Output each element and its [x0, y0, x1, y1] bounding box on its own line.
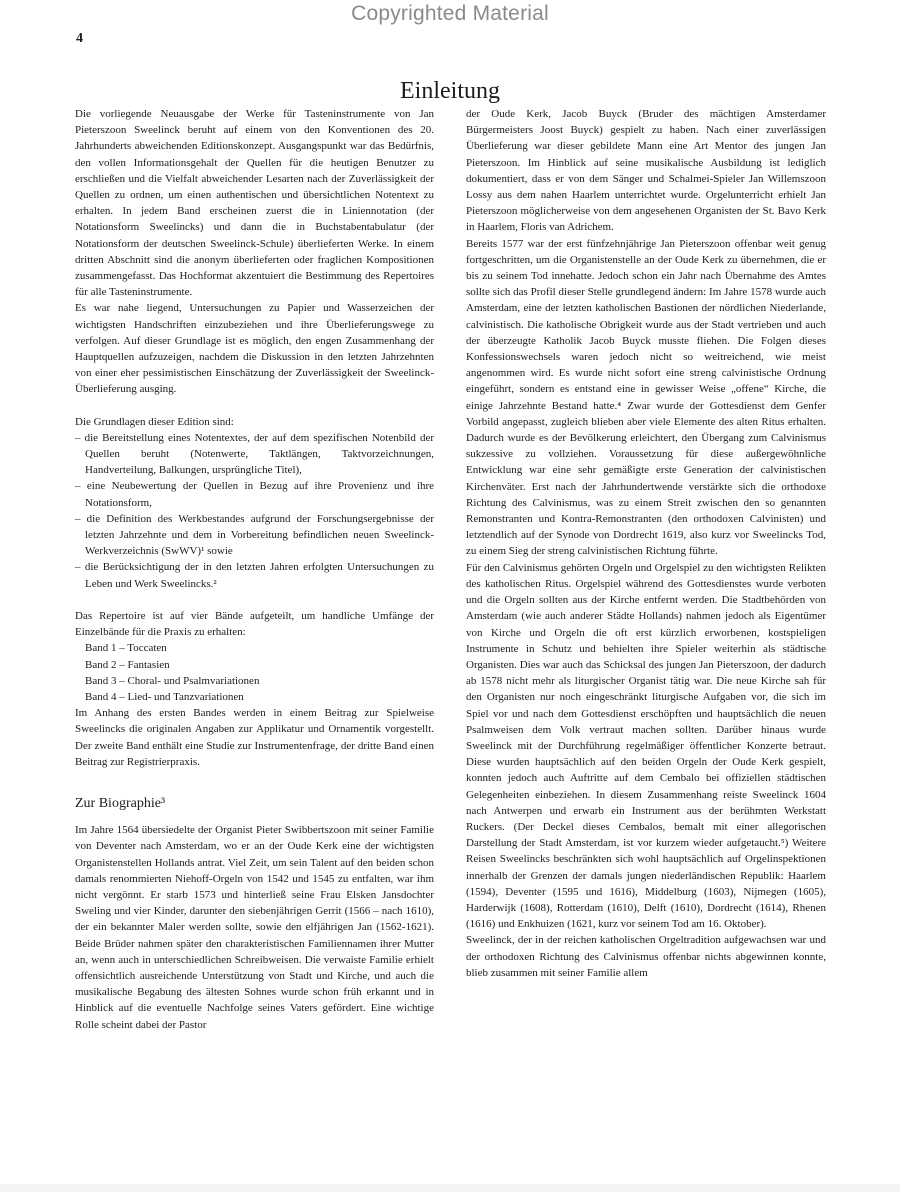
list-item: – eine Neubewertung der Quellen in Bezug auf ihre Provenienz und ihre Notationsform, — [75, 480, 434, 509]
volume-item: Band 1 – Toccaten — [85, 642, 167, 655]
paragraph: Das Repertoire ist auf vier Bände aufgeteilt, um handliche Umfänge der Einzelbände für die Praxis zu erhalten: — [75, 609, 434, 639]
paragraph: Für den Calvinismus gehörten Orgeln und Orgelspiel zu den wichtigsten Relikten des katholischen Ritus. Orgelspiel während des Gottesdienstes wurde verboten und die Orgeln sollten aus der Kirche entfernt werden. Die Stadtbehörden von Amsterdam (wie auch anderer Städte Hollands) nahmen jedoch als Eigentümer von Kirche und Orgeln die oft erst kürzlich erworbenen, kostspieligen Instrumente in Schutz und behielten ihre Spieler weiterhin als städtische Organisten. Dies war auch das Schicksal des jungen Jan Pieterszoon, der dadurch ab 1578 nicht mehr als liturgischer Organist tätig war. Die neue Kirche sah für den Organisten nur noch eingeschränkt liturgische Aufgaben vor, die sich im Spiel vor und nach dem Gottesdienst erschöpften und hauptsächlich die neuen Psalmweisen dem Volk vertraut machen sollten. Darüber hinaus wurde Sweelinck mit der Durchführung regelmäßiger öffentlicher Konzerte betraut. Diese wurden hauptsächlich auf den beiden Orgeln der Oude Kerk gespielt, konnten jedoch auch Auftritte auf dem Cembalo bei offiziellen städtischen Gelegenheiten einbeziehen. In diesem Zusammenhang reiste Sweelinck 1604 nach Antwerpen und erwarb ein Instrument aus der berühmten Werkstatt Ruckers. (Der Deckel dieses Cembalos, bemalt mit einer allegorischen Darstellung der Stadt Amsterdam, ist vor kurzem wieder aufgetaucht.⁵) Weitere Reisen Sweelincks beschränkten sich wohl hauptsächlich auf Orgelinspektionen innerhalb der Grenzen der damals jungen niederländischen Republik: Haarlem (1594), Deventer (1595 und 1616), Middelburg (1603), Nijmegen (1605), Harderwijk (1608), Rotterdam (1610), Delft (1610), Dordrecht (1614), Rhenen (1616) und Enkhuizen (1621, kurz vor seinem Tod am 16. Oktober). — [466, 561, 826, 931]
copyright-watermark: Copyrighted Material — [351, 2, 549, 25]
section-heading-biography: Zur Biographie³ — [75, 795, 166, 811]
list-item: – die Berücksichtigung der in den letzten Jahren erfolgten Untersuchungen zu Leben und Werk Sweelincks.² — [75, 561, 434, 590]
page-title: Einleitung — [400, 78, 500, 105]
list-item: – die Definition des Werkbestandes aufgrund der Forschungsergebnisse der letzten Jahrzehnte und dem in Vorbereitung befindlichen neuen Sweelinck-Werkverzeichnis (SwWV)¹ sowie — [75, 512, 434, 558]
volume-list — [75, 640, 434, 705]
volume-item: Band 3 – Choral- und Psalmvariationen — [85, 674, 260, 687]
paragraph: der Oude Kerk, Jacob Buyck (Bruder des mächtigen Amsterdamer Bürgermeisters Joost Buyck) gespielt zu haben. Nach einer zuverlässigen Überlieferung war dieser gebildete Mann eine Art Mentor des jungen Jan Pieterszoon. Im Hinblick auf seine musikalische Ausbildung ist lediglich dokumentiert, dass er von dem Sänger und Schalmei-Spieler Jan Willemszoon Lossy aus dem nahen Haarlem unterrichtet wurde. Orgelunterricht erhielt Jan Pieterszoon möglicherweise von dem angesehenen Organisten der St. Bavo Kerk in Haarlem, Floris van Adrichem. — [466, 108, 826, 234]
left-column — [75, 106, 434, 1033]
paragraph: Die Grundlagen dieser Edition sind: — [75, 415, 234, 428]
volume-item: Band 4 – Lied- und Tanzvariationen — [85, 690, 244, 703]
right-column — [466, 106, 826, 981]
foundations-list — [75, 430, 434, 592]
page-number: 4 — [76, 31, 83, 46]
paragraph: Es war nahe liegend, Untersuchungen zu Papier und Wasserzeichen der wichtigsten Handschriften einzubeziehen und ihre Überlieferungswege zu verfolgen. Auf dieser Grundlage ist es möglich, den engen Zusammenhang der Hauptquellen aufzuzeigen, nachdem die Diskussion in den letzten Jahrzehnten von einer eher pessimistischen Einschätzung der Zuverlässigkeit der Sweelinck-Überlieferung ausging. — [75, 302, 434, 396]
volume-item: Band 2 – Fantasien — [85, 658, 170, 671]
list-item: – die Bereitstellung eines Notentextes, der auf dem spezifischen Notenbild der Quellen beruht (Notenwerte, Taktlängen, Taktvorzeichnungen, Handverteilung, Balkungen, ursprüngliche Titel), — [75, 431, 434, 477]
page-bottom-edge — [0, 1184, 900, 1192]
paragraph: Im Anhang des ersten Bandes werden in einem Beitrag zur Spielweise Sweelincks die originalen Angaben zur Applikatur und Ornamentik vorgestellt. Der zweite Band enthält eine Studie zur Instrumentenfrage, der dritte Band einen Beitrag zur Registrierpraxis. — [75, 707, 434, 768]
paragraph: Sweelinck, der in der reichen katholischen Orgeltradition aufgewachsen war und der orthodoxen Richtung des Calvinismus offenbar nichts abgewinnen konnte, blieb zusammen mit seiner Familie allem — [466, 934, 826, 979]
paragraph: Im Jahre 1564 übersiedelte der Organist Pieter Swibbertszoon mit seiner Familie von Deventer nach Amsterdam, wo er an der Oude Kerk eine der wichtigsten Organistenstellen Hollands antrat. Viel Zeit, um sein Talent auf den beiden schon damals renommierten Niehoff-Orgeln von 1542 und 1545 zu entfalten, war ihm nicht vergönnt. Er starb 1573 und hinterließ seine Frau Elsken Jansdochter Sweling und vier Kinder, darunter den siebenjährigen Gerrit (1566 – nach 1610), der ein bekannter Maler werden sollte, sowie den elfjährigen Jan (1562-1621). Beide Brüder nahmen später den charakteristischen Familiennamen ihrer Mutter an, wenn auch in unterschiedlichen Schreibweisen. Die verwaiste Familie erhielt offensichtlich ausreichende Unterstützung von Stadt und Kirche, und auch die musikalische Begabung des ältesten Sohnes wurde schon früh erkannt und in Hinblick auf die eventuelle Nachfolge seines Vaters gefördert. Eine wichtige Rolle scheint dabei der Pastor — [75, 824, 434, 1031]
paragraph: Bereits 1577 war der erst fünfzehnjährige Jan Pieterszoon offenbar weit genug fortgeschritten, um die Organistenstelle an der Oude Kerk zu übernehmen, die er bis zu seinem Tod innehatte. Jedoch schon ein Jahr nach Übernahme des Amtes sollte sich das Profil dieser Stelle grundlegend ändern: Im Jahre 1578 wurde auch Amsterdam, eine der letzten katholischen Bastionen der nördlichen Niederlande, calvinistisch. Die katholische Obrigkeit wurde aus der Stadt vertrieben und auch der überzeugte Katholik Jacob Buyck musste fliehen. Die Folgen dieses Konfessionswechsels waren jedoch nicht so weitreichend, wie meist angenommen wird. Es wurde nicht sofort eine streng calvinistische Ordnung eingeführt, sondern es entstand eine in gewisser Weise „offene“ Kirche, die einige Jahrzehnte Bestand hatte.⁴ Zwar wurde der Gottesdienst dem Genfer Vorbild angepasst, zugleich blieben aber viele Elemente des alten Ritus erhalten. Dadurch wurde es der Bevölkerung erleichtert, den Übergang zum Calvinismus sukzessive zu vollziehen. Voraussetzung für diese außergewöhnliche Entwicklung war eine sehr gemäßigte erste Generation der calvinistischen Kirchenväter. Erst nach der Jahrhundertwende verstärkte sich die orthodoxe Richtung des Calvinismus, was zu einem Streit zwischen den so genannten Remonstranten und Kontra-Remonstranten (den orthodoxen Calvinisten) und letztendlich auf der Synode von Dordrecht 1619, also kurz vor Sweelincks Tod, zu einem Sieg der streng calvinistischen Richtung führte. — [466, 237, 826, 558]
paragraph: Die vorliegende Neuausgabe der Werke für Tasteninstrumente von Jan Pieterszoon Sweelinck beruht auf einem von den Konventionen des 20. Jahrhunderts abweichenden Editionskonzept. Ausgangspunkt war das Bedürfnis, den vollen Informationsgehalt der Quellen für die heutigen Benutzer zu erschließen und die Vielfalt abweichender Lesarten nach der Zuverlässigkeit der Quellen zu ordnen, um einen authentischen und übersichtlichen Notentext zu erhalten. In jedem Band erscheinen zuerst die in Liniennotation (der Notationsform Sweelincks) und dann die in Buchstabentabulatur (der Notationsform der deutschen Sweelinck-Schule) überlieferten Werke. In einem dritten Abschnitt sind die anonym überlieferten oder fraglichen Kompositionen zusammengefasst. Das Hochformat akzentuiert die Bestimmung des Repertoires für alle Tasteninstrumente. — [75, 108, 434, 299]
